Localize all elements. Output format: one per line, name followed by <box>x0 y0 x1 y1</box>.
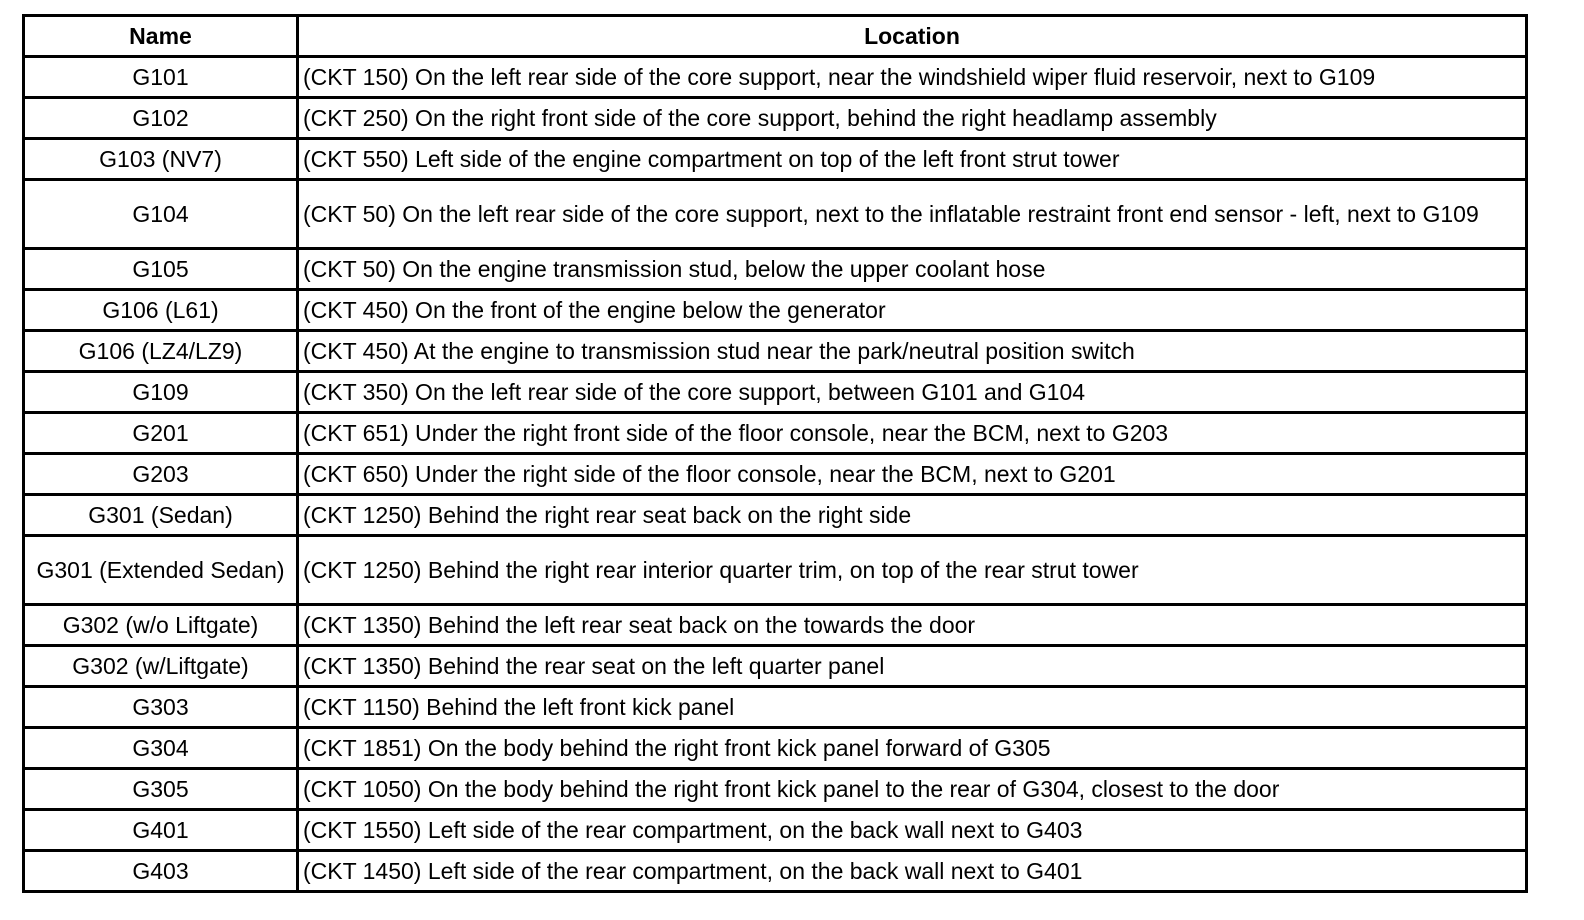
ground-location-cell: (CKT 1150) Behind the left front kick panel <box>298 687 1527 728</box>
table-row <box>24 454 1527 495</box>
table-row <box>24 98 1527 139</box>
ground-location-cell: (CKT 450) At the engine to transmission stud near the park/neutral position switch <box>298 331 1527 372</box>
table-row <box>24 605 1527 646</box>
table-row <box>24 57 1527 98</box>
location-column-header: Location <box>298 16 1527 57</box>
table-row <box>24 249 1527 290</box>
ground-name-cell: G102 <box>24 98 298 139</box>
ground-location-cell: (CKT 1050) On the body behind the right front kick panel to the rear of G304, closest to the door <box>298 769 1527 810</box>
ground-name-cell: G403 <box>24 851 298 892</box>
ground-location-cell: (CKT 350) On the left rear side of the core support, between G101 and G104 <box>298 372 1527 413</box>
ground-name-cell: G104 <box>24 180 298 249</box>
ground-location-cell: (CKT 651) Under the right front side of the floor console, near the BCM, next to G203 <box>298 413 1527 454</box>
ground-name-cell: G304 <box>24 728 298 769</box>
ground-location-cell: (CKT 1250) Behind the right rear interior quarter trim, on top of the rear strut tower <box>298 536 1527 605</box>
ground-location-cell: (CKT 50) On the left rear side of the core support, next to the inflatable restraint front end sensor - left, next to G109 <box>298 180 1527 249</box>
table-row <box>24 769 1527 810</box>
ground-location-cell: (CKT 1350) Behind the left rear seat back on the towards the door <box>298 605 1527 646</box>
ground-location-cell: (CKT 1851) On the body behind the right front kick panel forward of G305 <box>298 728 1527 769</box>
table-row <box>24 851 1527 892</box>
table-row <box>24 372 1527 413</box>
ground-location-cell: (CKT 450) On the front of the engine below the generator <box>298 290 1527 331</box>
ground-name-cell: G101 <box>24 57 298 98</box>
ground-name-cell: G109 <box>24 372 298 413</box>
ground-name-cell: G301 (Extended Sedan) <box>24 536 298 605</box>
ground-location-cell: (CKT 250) On the right front side of the core support, behind the right headlamp assembly <box>298 98 1527 139</box>
table-row <box>24 646 1527 687</box>
name-column-header: Name <box>24 16 298 57</box>
ground-name-cell: G201 <box>24 413 298 454</box>
ground-locations-sheet <box>22 14 1525 893</box>
table-row <box>24 687 1527 728</box>
ground-location-cell: (CKT 550) Left side of the engine compartment on top of the left front strut tower <box>298 139 1527 180</box>
table-row <box>24 290 1527 331</box>
table-row <box>24 139 1527 180</box>
table-row <box>24 495 1527 536</box>
table-header-row <box>24 16 1527 57</box>
ground-location-cell: (CKT 1250) Behind the right rear seat back on the right side <box>298 495 1527 536</box>
ground-name-cell: G106 (L61) <box>24 290 298 331</box>
ground-name-cell: G106 (LZ4/LZ9) <box>24 331 298 372</box>
ground-name-cell: G203 <box>24 454 298 495</box>
ground-name-cell: G103 (NV7) <box>24 139 298 180</box>
ground-name-cell: G303 <box>24 687 298 728</box>
ground-location-cell: (CKT 50) On the engine transmission stud, below the upper coolant hose <box>298 249 1527 290</box>
ground-name-cell: G401 <box>24 810 298 851</box>
ground-name-cell: G302 (w/Liftgate) <box>24 646 298 687</box>
ground-name-cell: G305 <box>24 769 298 810</box>
table-row <box>24 810 1527 851</box>
table-row <box>24 728 1527 769</box>
table-row <box>24 413 1527 454</box>
ground-name-cell: G302 (w/o Liftgate) <box>24 605 298 646</box>
ground-location-cell: (CKT 150) On the left rear side of the core support, near the windshield wiper fluid reservoir, next to G109 <box>298 57 1527 98</box>
table-row <box>24 180 1527 249</box>
ground-name-cell: G105 <box>24 249 298 290</box>
table-row <box>24 536 1527 605</box>
ground-locations-table <box>22 14 1528 893</box>
table-row <box>24 331 1527 372</box>
ground-location-cell: (CKT 1550) Left side of the rear compartment, on the back wall next to G403 <box>298 810 1527 851</box>
ground-location-cell: (CKT 650) Under the right side of the floor console, near the BCM, next to G201 <box>298 454 1527 495</box>
ground-name-cell: G301 (Sedan) <box>24 495 298 536</box>
ground-location-cell: (CKT 1450) Left side of the rear compartment, on the back wall next to G401 <box>298 851 1527 892</box>
ground-location-cell: (CKT 1350) Behind the rear seat on the left quarter panel <box>298 646 1527 687</box>
